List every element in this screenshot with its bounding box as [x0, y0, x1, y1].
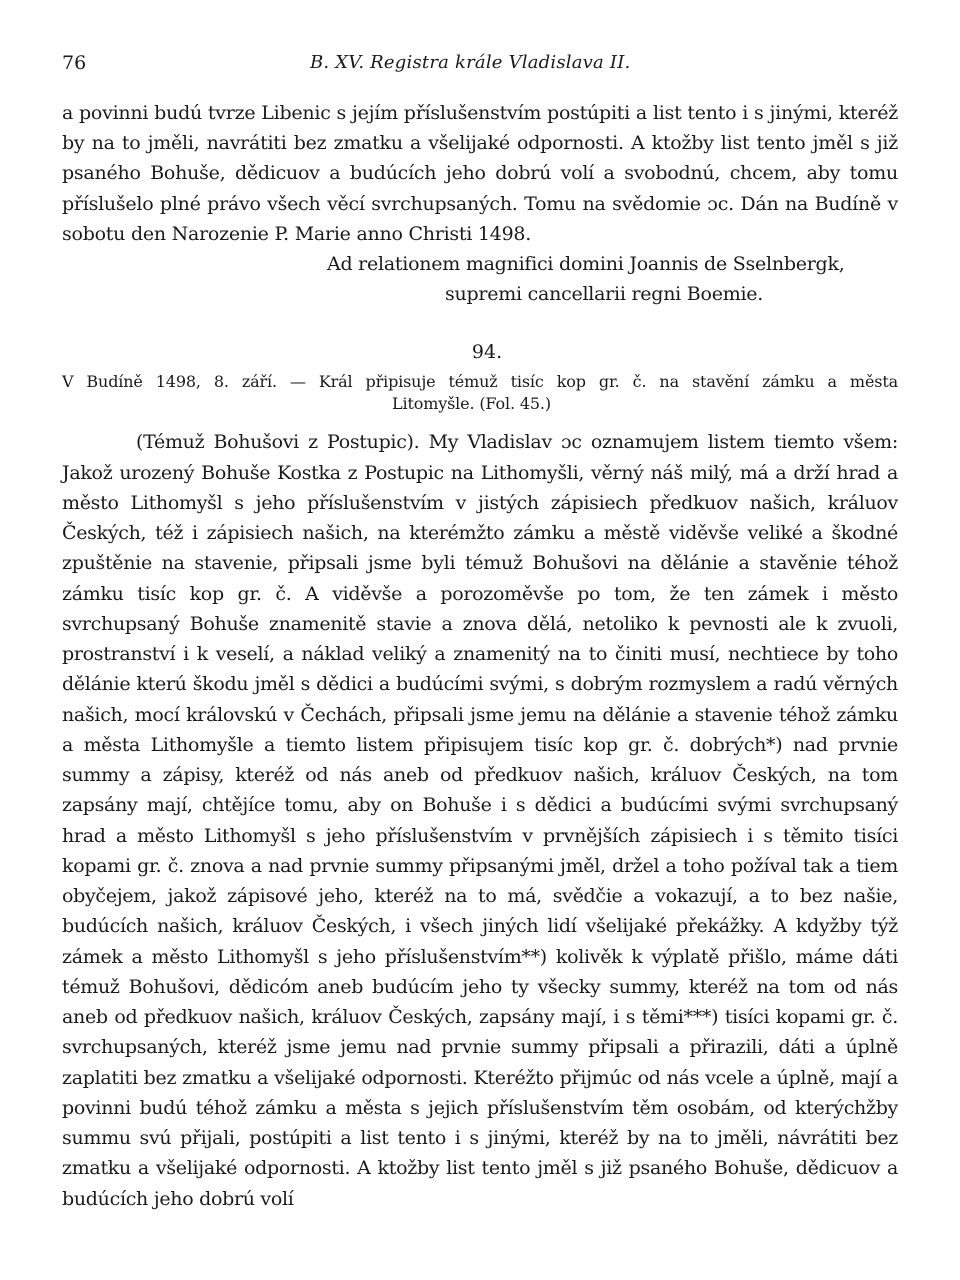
document-body: (Témuž Bohušovi z Postupic). My Vladislav ɔc oznamujem listem tiemto všem: Jakož urozený Bohuše Kostka z Postupic na Lithomyšli, věrný náš milý, má a drží hrad a město Lithomyšl s jeho příslušenstvím v jistých zápisiech předkuov našich, králuov Českých, též i zápisiech našich, na kterémžto zámku a městě viděvše veliké a škodné zpuštěnie na stavenie, připsali jsme byli témuž Bohušovi na dělánie a stavěnie téhož zámku tisíc kop gr. č. A viděvše a porozoměvše po tom, že ten zámek i město svrchupsaný Bohuše znamenitě stavie a znova dělá, netoliko k pevnosti ale k zvuoli, prostranství i k veselí, a náklad veliký a znamenitý na to činiti musí, nechtiece by toho dělánie kterú škodu jměl s dědici a budúcími svými, s dobrým rozmyslem a radú věrných našich, mocí královskú v Čechách, připsali jsme jemu na dělánie a stavenie téhož zámku a města Lithomyšle a tiemto listem připisujem tisíc kop gr. č. dobrých*) nad prvnie summy a zápisy, kteréž od nás aneb od předkuov našich, králuov Českých, na tom zapsány mají, chtějíce tomu, aby on Bohuše i s dědici a budúcími svými svrchupsaný hrad a město Lithomyšl s jeho příslušenstvím v prvnějších zápisiech i s těmito tisíci kopami gr. č. znova a nad prvnie summy připsanými jměl, držel a toho požíval tak a tiem obyčejem, jakož zápisové jeho, kteréž na to má, svědčie a vokazují, a to bez našie, budúcích našich, králuov Českých, i všech jiných lidí všelijaké překážky. A kdyžby týž zámek a město Lithomyšl s jeho příslušenstvím**) kolivěk k výplatě přišlo, máme dáti témuž Bohušovi, dědicóm aneb budúcím jeho ty všecky summy, kteréž na tom od nás aneb od předkuov našich, králuov Českých, zapsány mají, i s těmi***) tisíci kopami gr. č. svrchupsaných, kteréž jsme jemu nad prvnie summy připsali a přirazili, dáti a úplně zaplatiti bez zmatku a všelijaké odpornosti. Kteréžto přijmúc od nás vcele a úplně, mají a povinni budú téhož zámku a města s jejich příslušenstvím těm osobám, od kterýchžby summu svú přijali, postúpiti a list tento i s jinými, kteréž by na to jměli, návrátiti bez zmatku a všelijaké odpornosti. A ktožby list tento jměl s již psaného Bohuše, dědicuov a budúcích jeho dobrú volí	[62, 431, 898, 1210]
regest-line-1: V Budíně 1498, 8. září. — Král připisuje témuž tisíc kop gr. č. na stavění zámku a města	[62, 372, 898, 392]
page-number: 76	[62, 52, 87, 74]
book-page	[62, 50, 898, 1214]
relation-note-line-1: Ad relationem magnifici domini Joannis de Sselnbergk,	[327, 253, 845, 276]
document-regest	[62, 371, 898, 415]
relation-note-line-2: supremi cancellarii regni Boemie.	[445, 283, 764, 306]
running-title: B. XV. Registra krále Vladislava II.	[310, 52, 631, 73]
regest-line-2: Litomyšle. (Fol. 45.)	[392, 394, 551, 414]
continuation-paragraph: a povinni budú tvrze Libenic s jejím příslušenstvím postúpiti a list tento i s jinými, kteréž by na to jměli, navrátiti bez zmatku a všelijaké odpornosti. A ktožby list tento jměl s již psaného Bohuše, dědicuov a budúcích jeho dobrú volí a svobodnú, chcem, aby tomu příslušelo plné právo všech věcí svrchupsaných. Tomu na svědomie ɔc. Dán na Budíně v sobotu den Narozenie P. Marie anno Christi 1498.	[62, 102, 898, 245]
running-head	[62, 50, 898, 80]
document-number: 94.	[471, 341, 503, 364]
